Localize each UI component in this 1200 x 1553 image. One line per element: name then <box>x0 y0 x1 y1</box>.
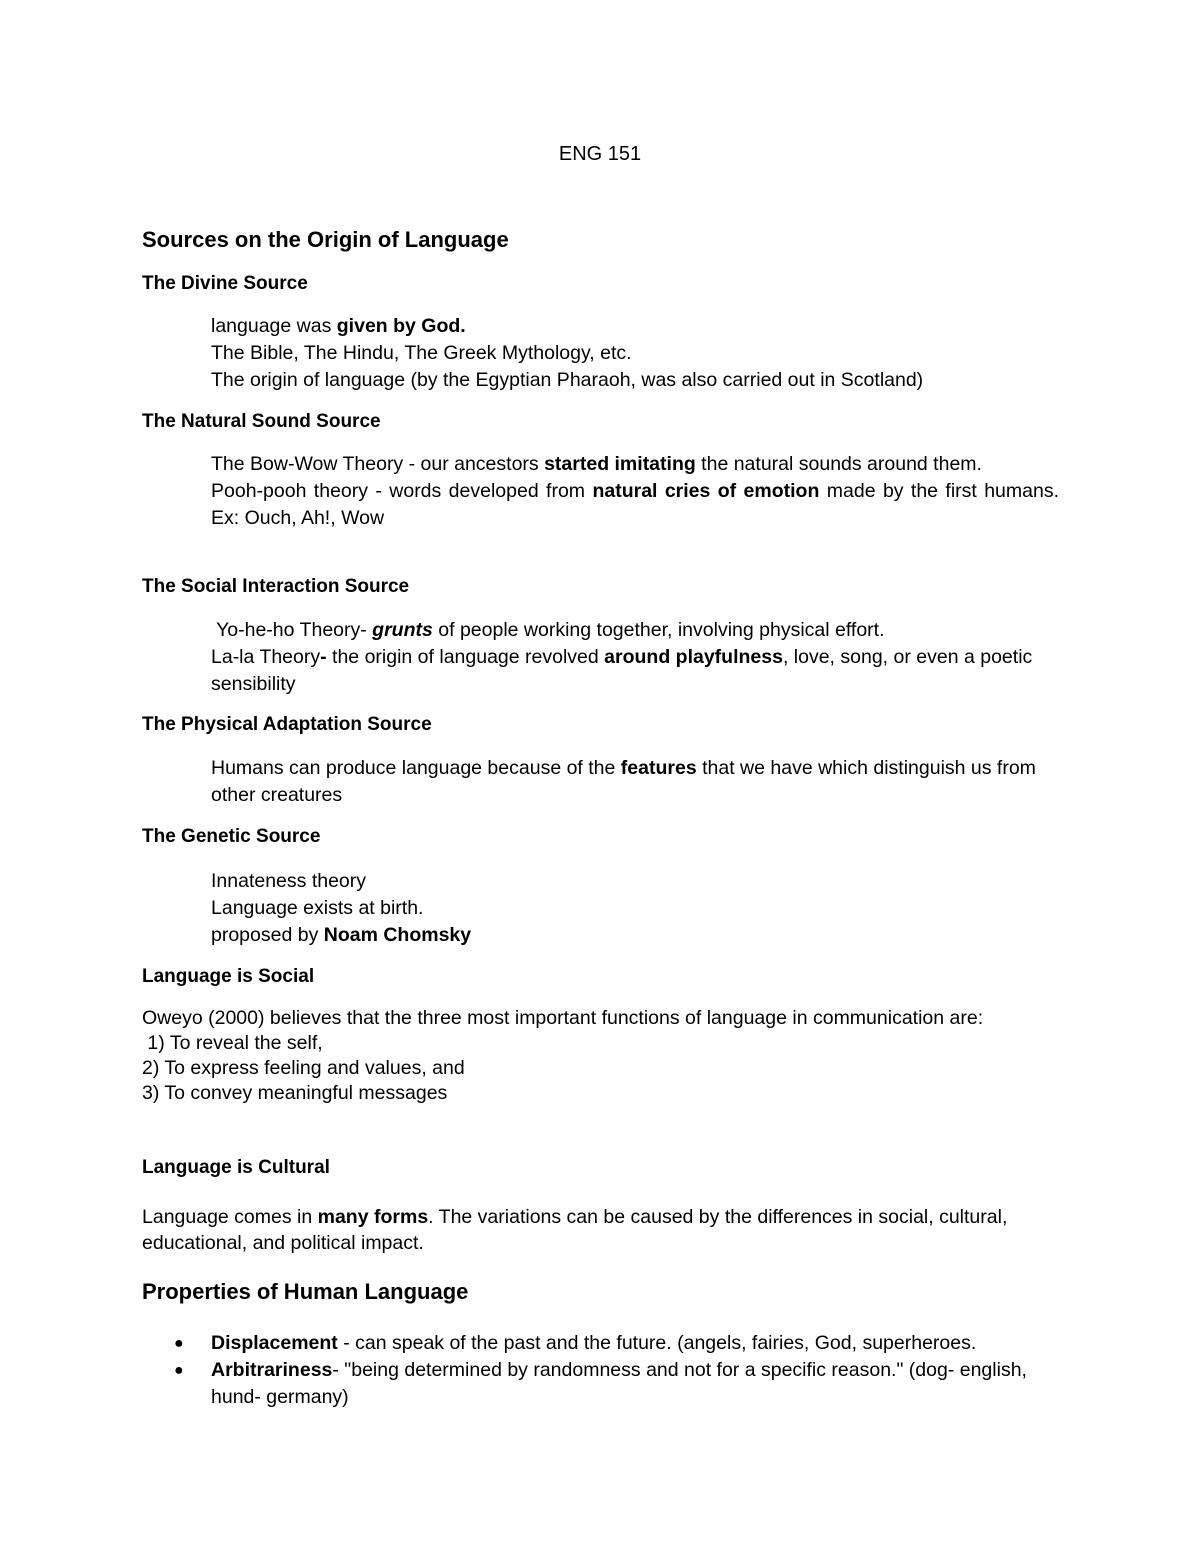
bullet-icon: ● <box>174 1335 184 1352</box>
genetic-source-content <box>211 868 1059 949</box>
language-social-content <box>142 1006 1060 1106</box>
social-function-3: 3) To convey meaningful messages <box>142 1082 448 1104</box>
la-la-paragraph: La-la Theory- the origin of language revolved around playfulness, love, song, or even a poetic sensibility <box>211 646 1033 695</box>
bullet-icon: ● <box>174 1362 184 1379</box>
divine-line-1: language was given by God. <box>211 315 466 337</box>
yo-he-ho-paragraph: Yo-he-ho Theory- grunts of people working together, involving physical effort. <box>211 619 885 641</box>
properties-list <box>142 1330 1062 1411</box>
heading-social-interaction-source: The Social Interaction Source <box>142 576 410 597</box>
divine-line-2: The Bible, The Hindu, The Greek Mythology, etc. <box>211 342 632 364</box>
physical-paragraph: Humans can produce language because of the features that we have which distinguish us from other creatures <box>211 757 1036 806</box>
genetic-line-3: proposed by Noam Chomsky <box>211 924 472 946</box>
course-title: ENG 151 <box>558 143 642 165</box>
list-item-arbitrariness: ● Arbitrariness- "being determined by randomness and not for a specific reason." (dog- english, hund- germany) <box>174 1359 1027 1408</box>
heading-divine-source: The Divine Source <box>142 273 308 294</box>
heading-natural-sound-source: The Natural Sound Source <box>142 411 381 432</box>
divine-source-content <box>211 313 1059 394</box>
section-title-sources: Sources on the Origin of Language <box>142 227 509 252</box>
social-intro: Oweyo (2000) believes that the three most important functions of language in communication are: <box>142 1007 984 1029</box>
genetic-line-2: Language exists at birth. <box>211 897 424 919</box>
heading-language-is-cultural: Language is Cultural <box>142 1157 330 1178</box>
heading-language-is-social: Language is Social <box>142 966 315 987</box>
social-interaction-content <box>211 617 1059 698</box>
list-item-displacement: ● Displacement - can speak of the past and the future. (angels, fairies, God, superheroes. <box>142 1330 1062 1357</box>
heading-physical-adaptation-source: The Physical Adaptation Source <box>142 714 432 735</box>
heading-genetic-source: The Genetic Source <box>142 826 321 847</box>
natural-sound-content <box>211 451 1059 532</box>
social-function-1: 1) To reveal the self, <box>142 1032 323 1054</box>
section-title-properties: Properties of Human Language <box>142 1279 469 1304</box>
cultural-paragraph: Language comes in many forms. The variations can be caused by the differences in social, cultural, educational, and political impact. <box>142 1206 1008 1254</box>
divine-line-3: The origin of language (by the Egyptian Pharaoh, was also carried out in Scotland) <box>211 369 924 391</box>
pooh-pooh-paragraph: Pooh-pooh theory - words developed from natural cries of emotion made by the first humans. Ex: Ouch, Ah!, Wow <box>211 480 1060 529</box>
genetic-line-1: Innateness theory <box>211 870 367 892</box>
social-function-2: 2) To express feeling and values, and <box>142 1057 465 1079</box>
bow-wow-paragraph: The Bow-Wow Theory - our ancestors started imitating the natural sounds around them. <box>211 453 982 475</box>
language-cultural-content <box>142 1204 1060 1256</box>
physical-adaptation-content <box>211 755 1059 809</box>
